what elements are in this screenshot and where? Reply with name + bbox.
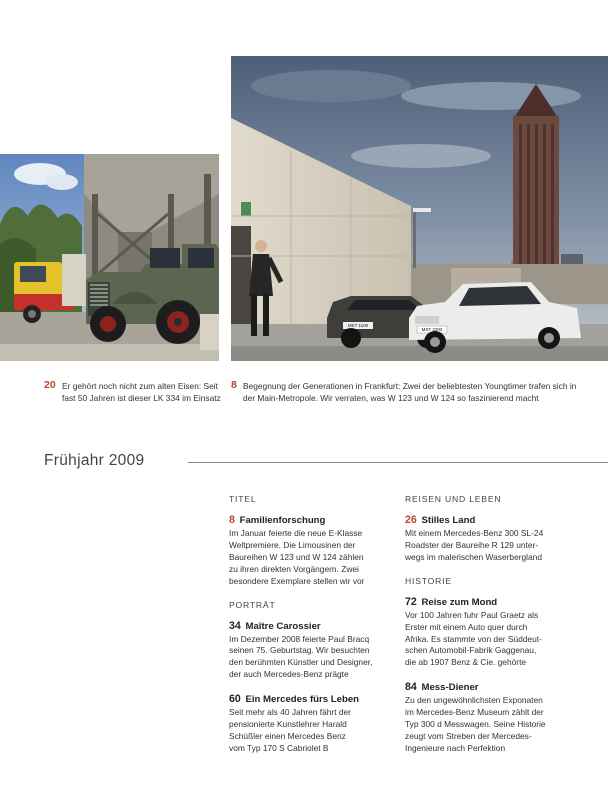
caption-line: Begegnung der Generationen in Frankfurt: Zwei der beliebtesten Youngtimer trafen sich in [243,381,577,391]
entry-line: schen Automobil-Fabrik Gaggenau, [405,645,537,656]
entry-line: im Mercedes-Benz Museum zählt der [405,707,544,718]
entry-description [229,528,401,588]
toc-entry[interactable] [229,693,401,755]
divider [188,462,608,463]
entry-title [405,596,600,608]
entry-line: Vor 100 Jahren fuhr Paul Graetz als [405,609,539,620]
entry-page-number: 8 [229,514,235,526]
toc-column-right [405,494,600,767]
issue-title: Frühjahr 2009 [44,452,145,469]
entry-line: Roadster der Baureihe R 129 unter- [405,539,539,550]
entry-title-text: Maître Carossier [245,620,321,632]
entry-line: Im Dezember 2008 feierte Paul Bracq [229,633,370,644]
entry-title-text: Familienforschung [239,515,326,526]
entry-title [229,620,401,632]
entry-line: wegs im malerischen Waserbergland [405,551,543,562]
entry-title-text: Reise zum Mond [421,596,498,608]
entry-line: vom Typ 170 S Cabriolet B [229,742,329,753]
entry-page-number: 26 [405,514,417,526]
entry-line: Schüßler einen Mercedes Benz [229,730,346,741]
frankfurt-cars-photo [231,56,608,361]
section-heading-reisen: REISEN UND LEBEN [405,494,502,504]
entry-page-number: 72 [405,595,417,608]
entry-line: Mit einem Mercedes-Benz 300 SL-24 [405,528,544,538]
entry-description [405,528,600,564]
section-heading-titel: TITEL [229,494,257,504]
entry-title [229,514,401,526]
entry-line: seinen 75. Geburtstag. Wir besuchten [229,645,370,656]
entry-line: der auch Mercedes-Benz prägte [229,669,349,680]
entry-line: Seit mehr als 40 Jahren fährt der [229,707,351,718]
caption-line: fast 50 Jahren ist dieser LK 334 im Einsatz [62,393,221,403]
caption-truck [44,380,222,404]
section-heading-portraet: PORTRÄT [229,599,276,610]
entry-page-number: 84 [405,681,417,694]
entry-description [405,695,600,755]
caption-line: Er gehört noch nicht zum alten Eisen: Seit [62,381,218,391]
entry-line: Im Januar feierte die neue E-Klasse [229,528,363,538]
entry-line: Weltpremiere. Die Limousinen der [229,539,356,550]
entry-line: Baureihen W 123 und W 124 zählen [229,551,364,562]
caption-frankfurt [231,380,601,404]
entry-title-text: Mess-Diener [421,682,479,694]
entry-line: zeugt vom Streben der Mercedes- [405,730,532,741]
toc-entry[interactable] [405,681,600,755]
entry-page-number: 60 [229,693,241,706]
toc-entry[interactable] [229,514,401,588]
toc-entry[interactable] [405,514,600,564]
entry-description [405,610,600,670]
entry-title-text: Ein Mercedes fürs Leben [245,694,360,706]
entry-title [229,693,401,705]
entry-line: Typ 300 d Messwagen. Seine Historie [405,719,546,730]
entry-description [229,634,401,682]
license-plate-dark-car: MST 1100 [347,323,369,328]
truck-photo [0,154,219,361]
caption-page-number: 20 [44,379,56,391]
entry-title [405,514,600,526]
entry-line: Ingenieure nach Perfektion [405,742,506,753]
caption-page-number: 8 [231,379,237,391]
entry-description [229,707,401,755]
entry-line: zu ihren direkten Vorgängern. Zwei [229,563,359,574]
toc-entry[interactable] [405,596,600,670]
entry-line: pensionierte Kunstlehrer Harald [229,719,347,730]
toc-column-left [229,494,401,767]
entry-page-number: 34 [229,619,241,632]
caption-line: der Main-Metropole. Wir verraten, was W 123 und W 124 so faszinierend macht [243,393,539,403]
license-plate-white-car: MST 2202 [421,327,443,332]
entry-line: besondere Exemplare stellen wir vor [229,575,365,586]
entry-line: den berühmten Künstler und Designer, [229,657,373,668]
entry-title [405,681,600,693]
entry-line: Zu den ungewöhnlichsten Exponaten [405,695,543,706]
entry-line: Afrika. Es stammte von der Süddeut- [405,633,542,644]
entry-line: die ab 1907 Benz & Cie. gehörte [405,657,527,668]
section-heading-historie: HISTORIE [405,575,452,586]
entry-title-text: Stilles Land [421,515,476,526]
entry-line: Erster mit einem Auto quer durch [405,621,528,632]
toc-entry[interactable] [229,620,401,682]
